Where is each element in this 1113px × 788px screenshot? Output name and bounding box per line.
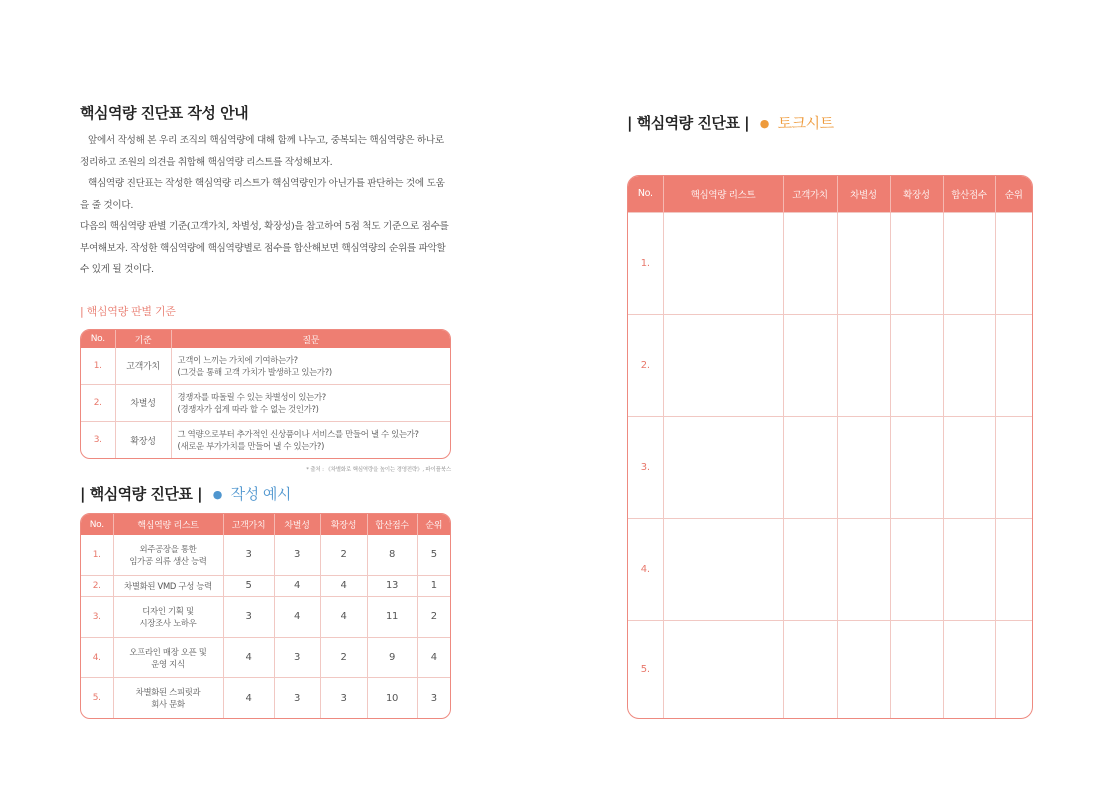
table-row <box>81 575 450 596</box>
example-differentiation-score: 3 <box>274 637 320 678</box>
criteria-subtitle: | 핵심역량 판별 기준 <box>80 305 176 318</box>
example-sum-score: 11 <box>367 596 417 637</box>
toolkit-value-cell[interactable] <box>783 416 837 518</box>
toolkit-header-row <box>628 176 1032 212</box>
toolkit-no: 5. <box>628 620 663 718</box>
example-sum-score: 13 <box>367 575 417 596</box>
toolkit-rank-cell[interactable] <box>995 212 1032 314</box>
example-rank: 1 <box>417 575 450 596</box>
table-row <box>81 637 450 678</box>
toolkit-value-cell[interactable] <box>783 518 837 620</box>
toolkit-title-accent: 토크시트 <box>777 114 834 132</box>
example-differentiation-score: 4 <box>274 596 320 637</box>
criteria-no: 1. <box>81 348 115 384</box>
example-header-list: 핵심역량 리스트 <box>113 514 223 535</box>
table-row <box>81 535 450 575</box>
criteria-question-line2: (새로운 부가가치를 만들어 낼 수 있는가?) <box>177 441 325 452</box>
example-title-accent: 작성 예시 <box>230 485 291 503</box>
toolkit-no: 1. <box>628 212 663 314</box>
example-no: 2. <box>81 575 113 596</box>
example-rank: 4 <box>417 637 450 678</box>
toolkit-rank-cell[interactable] <box>995 314 1032 416</box>
example-competency-line1: 디자인 기획 및 <box>142 605 194 616</box>
toolkit-value-cell[interactable] <box>783 620 837 718</box>
example-rank: 3 <box>417 678 450 718</box>
toolkit-no: 2. <box>628 314 663 416</box>
example-rank: 5 <box>430 549 437 561</box>
toolkit-table <box>627 175 1033 719</box>
criteria-header-no: No. <box>81 330 115 348</box>
toolkit-differentiation-cell[interactable] <box>837 416 890 518</box>
bullet-dot-icon: ● <box>212 488 222 501</box>
example-rank: 2 <box>417 596 450 637</box>
table-row <box>628 518 1032 620</box>
example-differentiation-score: 3 <box>274 535 320 575</box>
toolkit-scalability-cell[interactable] <box>890 314 943 416</box>
criteria-question-line2: (그것을 통해 고객 가치가 발생하고 있는가?) <box>177 366 332 377</box>
example-sum-score: 8 <box>367 535 417 575</box>
example-no: 1. <box>81 535 113 575</box>
example-header-differentiation: 차별성 <box>274 514 320 535</box>
guide-title: 핵심역량 진단표 작성 안내 <box>80 104 249 122</box>
example-sum-score: 9 <box>367 637 417 678</box>
criteria-question-line2: (경쟁자가 쉽게 따라 할 수 없는 것인가?) <box>177 403 319 414</box>
criteria-name: 고객가치 <box>115 348 171 384</box>
example-competency <box>113 637 223 678</box>
toolkit-competency-cell[interactable] <box>663 620 783 718</box>
toolkit-header-sum: 합산점수 <box>943 176 995 212</box>
example-competency-line2: 임가공 의류 생산 능력 <box>129 555 207 566</box>
example-value-score: 4 <box>223 637 274 678</box>
example-header-row <box>81 514 450 535</box>
table-row <box>81 422 450 458</box>
bullet-dot-icon: ● <box>759 117 769 130</box>
toolkit-title <box>627 112 834 133</box>
criteria-header-question: 질문 <box>171 330 450 348</box>
toolkit-value-cell[interactable] <box>783 212 837 314</box>
toolkit-sum-cell[interactable] <box>943 518 995 620</box>
toolkit-header-list: 핵심역량 리스트 <box>663 176 783 212</box>
criteria-question <box>171 384 450 421</box>
guide-paragraph-1: 앞에서 작성해 본 우리 조직의 핵심역량에 대해 함께 나누고, 중복되는 핵심역량은 하나로 정리하고 조원의 의견을 취합해 핵심역량 리스트를 작성해보자. <box>80 135 444 168</box>
toolkit-differentiation-cell[interactable] <box>837 212 890 314</box>
example-competency-line1: 외주공장을 통한 <box>139 543 197 554</box>
example-competency-line2: 운영 지식 <box>151 658 185 669</box>
toolkit-competency-cell[interactable] <box>663 518 783 620</box>
source-note: * 출처 : 《차별화로 핵심역량을 높이는 경영전략》, 파이플북스 <box>306 467 451 473</box>
example-value-score: 4 <box>223 678 274 718</box>
toolkit-rank-cell[interactable] <box>995 518 1032 620</box>
example-competency-line1: 오프라인 매장 오픈 및 <box>129 646 207 657</box>
example-no: 5. <box>81 678 113 718</box>
criteria-no: 2. <box>81 384 115 421</box>
example-competency <box>113 575 223 596</box>
table-row <box>628 416 1032 518</box>
toolkit-scalability-cell[interactable] <box>890 518 943 620</box>
table-row <box>81 596 450 637</box>
toolkit-sum-cell[interactable] <box>943 416 995 518</box>
example-no: 3. <box>81 596 113 637</box>
example-scalability-score: 4 <box>320 596 367 637</box>
example-no: 4. <box>81 637 113 678</box>
example-scalability-score: 2 <box>320 637 367 678</box>
toolkit-title-prefix: | 핵심역량 진단표 | <box>627 114 750 132</box>
criteria-table <box>80 329 451 459</box>
criteria-question-line1: 그 역량으로부터 추가적인 신상품이나 서비스를 만들어 낼 수 있는가? <box>177 429 419 440</box>
toolkit-sum-cell[interactable] <box>943 620 995 718</box>
toolkit-sum-cell[interactable] <box>943 212 995 314</box>
example-competency <box>113 596 223 637</box>
criteria-question <box>171 348 450 384</box>
toolkit-competency-cell[interactable] <box>663 212 783 314</box>
toolkit-differentiation-cell[interactable] <box>837 518 890 620</box>
toolkit-header-value: 고객가치 <box>783 176 837 212</box>
toolkit-sum-cell[interactable] <box>943 314 995 416</box>
toolkit-header-no: No. <box>628 176 663 212</box>
toolkit-header-scalability: 확장성 <box>890 176 943 212</box>
criteria-question-line1: 고객이 느끼는 가치에 기여하는가? <box>177 354 298 365</box>
criteria-header-name: 기준 <box>115 330 171 348</box>
example-differentiation-score: 4 <box>274 575 320 596</box>
example-competency <box>113 535 223 575</box>
criteria-question-line1: 경쟁자를 따돌릴 수 있는 차별성이 있는가? <box>177 391 326 402</box>
toolkit-differentiation-cell[interactable] <box>837 314 890 416</box>
criteria-header-row <box>81 330 450 348</box>
toolkit-scalability-cell[interactable] <box>890 416 943 518</box>
toolkit-competency-cell[interactable] <box>663 416 783 518</box>
toolkit-rank-cell[interactable] <box>995 620 1032 718</box>
toolkit-value-cell[interactable] <box>783 314 837 416</box>
example-competency-line2: 시장조사 노하우 <box>139 617 197 628</box>
table-row <box>628 212 1032 314</box>
table-row <box>81 678 450 718</box>
toolkit-scalability-cell[interactable] <box>890 620 943 718</box>
example-header-rank: 순위 <box>417 514 450 535</box>
guide-paragraph-2: 핵심역량 진단표는 작성한 핵심역량 리스트가 핵심역량인가 아닌가를 판단하는 것에 도움을 줄 것이다. <box>80 178 445 211</box>
table-row <box>628 620 1032 718</box>
example-value-score: 3 <box>223 535 274 575</box>
criteria-name: 차별성 <box>115 384 171 421</box>
toolkit-scalability-cell[interactable] <box>890 212 943 314</box>
table-row <box>628 314 1032 416</box>
example-scalability-score: 4 <box>320 575 367 596</box>
example-title-prefix: | 핵심역량 진단표 | <box>80 485 203 503</box>
toolkit-header-differentiation: 차별성 <box>837 176 890 212</box>
example-value-score: 3 <box>223 596 274 637</box>
example-header-sum: 합산점수 <box>367 514 417 535</box>
toolkit-header-rank: 순위 <box>995 176 1032 212</box>
example-differentiation-score: 3 <box>274 678 320 718</box>
table-row <box>81 384 450 421</box>
guide-paragraph-3: 다음의 핵심역량 판별 기준(고객가치, 차별성, 확장성)을 참고하여 5점 척도 기준으로 점수를 부여해보자. 작성한 핵심역량에 핵심역량별로 점수를 합산해보면 핵심역량의 순위를 파악할 수 있게 될 것이다. <box>80 221 449 275</box>
guide-body <box>80 130 452 281</box>
example-header-no: No. <box>81 514 113 535</box>
criteria-question <box>171 422 450 458</box>
example-header-scalability: 확장성 <box>320 514 367 535</box>
toolkit-rank-cell[interactable] <box>995 416 1032 518</box>
toolkit-differentiation-cell[interactable] <box>837 620 890 718</box>
example-value-score: 5 <box>223 575 274 596</box>
example-competency <box>113 678 223 718</box>
table-row <box>81 348 450 384</box>
example-competency-line2: 회사 문화 <box>151 699 185 710</box>
toolkit-no: 4. <box>628 518 663 620</box>
toolkit-competency-cell[interactable] <box>663 314 783 416</box>
example-competency-line1: 차별화된 스피릿과 <box>135 687 201 698</box>
example-header-value: 고객가치 <box>223 514 274 535</box>
example-scalability-score: 3 <box>320 678 367 718</box>
example-competency-line1: 차별화된 VMD 구성 능력 <box>124 580 212 591</box>
criteria-name: 확장성 <box>115 422 171 458</box>
example-sum-score: 10 <box>367 678 417 718</box>
toolkit-no: 3. <box>628 416 663 518</box>
example-scalability-score: 2 <box>320 535 367 575</box>
example-title <box>80 483 291 504</box>
criteria-no: 3. <box>81 422 115 458</box>
example-table <box>80 513 451 719</box>
